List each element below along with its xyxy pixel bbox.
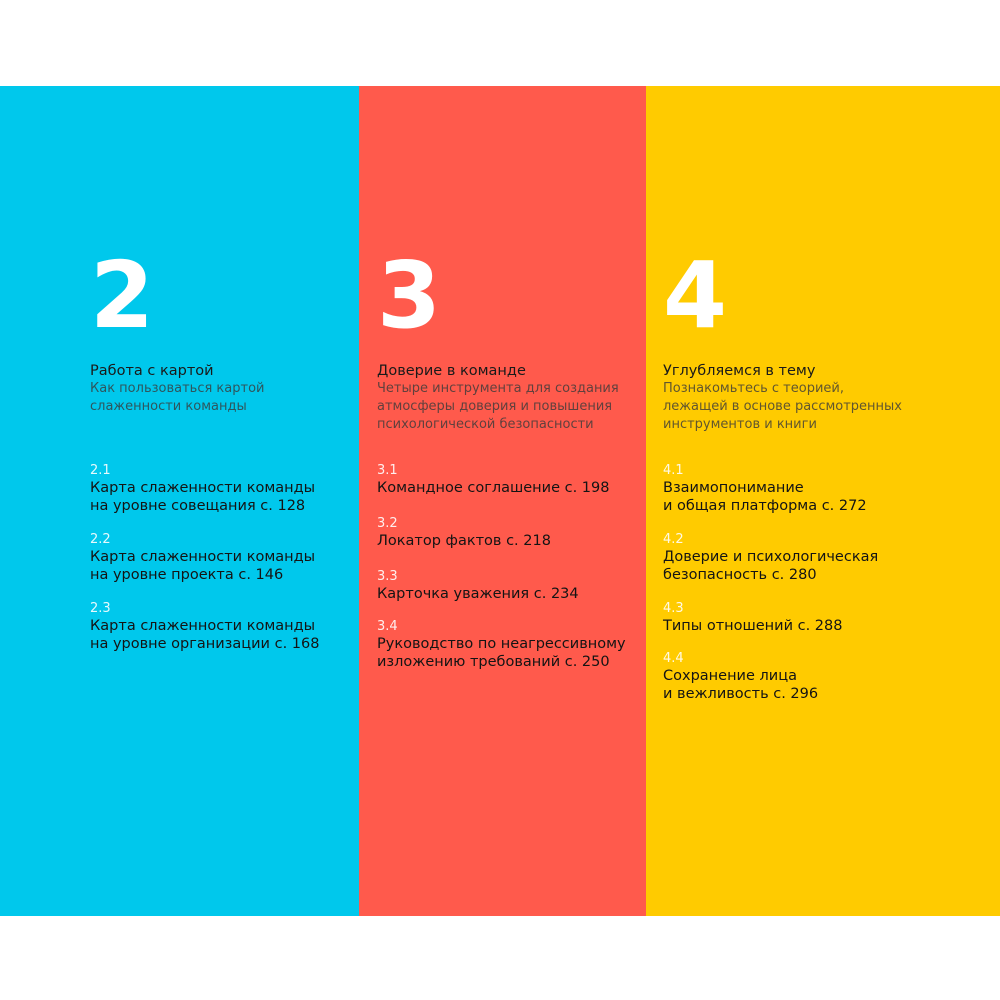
toc-item-number: 2.1 bbox=[90, 463, 111, 478]
description-line: психологической безопасности bbox=[377, 417, 594, 432]
toc-item-title-line: Карта слаженности команды bbox=[90, 480, 316, 496]
chapter-number: 2 bbox=[90, 242, 153, 349]
toc-item-title-line: безопасность с. 280 bbox=[663, 567, 817, 583]
chapter-title: Работа с картой bbox=[90, 363, 214, 379]
toc-item[interactable] bbox=[90, 531, 351, 584]
toc-item[interactable] bbox=[663, 650, 992, 703]
toc-item-title-line: Сохранение лица bbox=[663, 668, 797, 684]
toc-item[interactable] bbox=[90, 462, 351, 515]
toc-item-title-line: Командное соглашение с. 198 bbox=[377, 480, 610, 496]
toc-item-number: 4.3 bbox=[663, 601, 684, 616]
description-line: Четыре инструмента для создания bbox=[377, 381, 619, 396]
chapter-description bbox=[663, 380, 992, 434]
chapter-panel-2 bbox=[0, 86, 359, 916]
toc-item-number: 4.2 bbox=[663, 532, 684, 547]
toc-item-title-line: Карточка уважения с. 234 bbox=[377, 586, 579, 602]
toc-item[interactable] bbox=[663, 531, 992, 584]
chapter-description bbox=[90, 380, 351, 416]
toc-item[interactable] bbox=[663, 600, 992, 635]
chapter-number: 3 bbox=[377, 242, 440, 349]
description-line: атмосферы доверия и повышения bbox=[377, 399, 613, 414]
description-line: инструментов и книги bbox=[663, 417, 817, 432]
toc-item[interactable] bbox=[377, 618, 638, 671]
toc-item-title-line: на уровне проекта с. 146 bbox=[90, 567, 284, 583]
toc-item-title-line: Взаимопонимание bbox=[663, 480, 804, 496]
toc-item[interactable] bbox=[377, 568, 638, 603]
toc-item-number: 4.4 bbox=[663, 651, 684, 666]
toc-item-number: 3.2 bbox=[377, 516, 398, 531]
description-line: Познакомьтесь с теорией, bbox=[663, 381, 844, 396]
toc-item-title-line: изложению требований с. 250 bbox=[377, 654, 610, 670]
toc-item[interactable] bbox=[663, 462, 992, 515]
toc-item-title-line: Типы отношений с. 288 bbox=[663, 618, 843, 634]
toc-item-number: 2.2 bbox=[90, 532, 111, 547]
description-line: лежащей в основе рассмотренных bbox=[663, 399, 903, 414]
toc-item-title-line: Локатор фактов с. 218 bbox=[377, 533, 551, 549]
toc-item-title-line: и вежливость с. 296 bbox=[663, 686, 819, 702]
toc-item-title-line: Карта слаженности команды bbox=[90, 549, 316, 565]
toc-item-number: 2.3 bbox=[90, 601, 111, 616]
chapter-number: 4 bbox=[663, 242, 726, 349]
toc-item-number: 3.3 bbox=[377, 569, 398, 584]
toc-item-title-line: и общая платформа с. 272 bbox=[663, 498, 867, 514]
description-line: слаженности команды bbox=[90, 399, 247, 414]
toc-item-title-line: Руководство по неагрессивному bbox=[377, 636, 626, 652]
toc-item-number: 4.1 bbox=[663, 463, 684, 478]
chapter-panel-4 bbox=[646, 86, 1000, 916]
toc-item-number: 3.4 bbox=[377, 619, 398, 634]
toc-item-number: 3.1 bbox=[377, 463, 398, 478]
chapter-title: Углубляемся в тему bbox=[663, 363, 816, 379]
toc-item-title-line: Карта слаженности команды bbox=[90, 618, 316, 634]
toc-item[interactable] bbox=[377, 462, 638, 497]
toc-item-title-line: Доверие и психологическая bbox=[663, 549, 879, 565]
chapter-panel-3 bbox=[359, 86, 646, 916]
toc-item[interactable] bbox=[377, 515, 638, 550]
chapter-title: Доверие в команде bbox=[377, 363, 526, 379]
toc-item[interactable] bbox=[90, 600, 351, 653]
chapter-description bbox=[377, 380, 638, 434]
toc-item-title-line: на уровне организации с. 168 bbox=[90, 636, 320, 652]
toc-item-title-line: на уровне совещания с. 128 bbox=[90, 498, 306, 514]
description-line: Как пользоваться картой bbox=[90, 381, 265, 396]
